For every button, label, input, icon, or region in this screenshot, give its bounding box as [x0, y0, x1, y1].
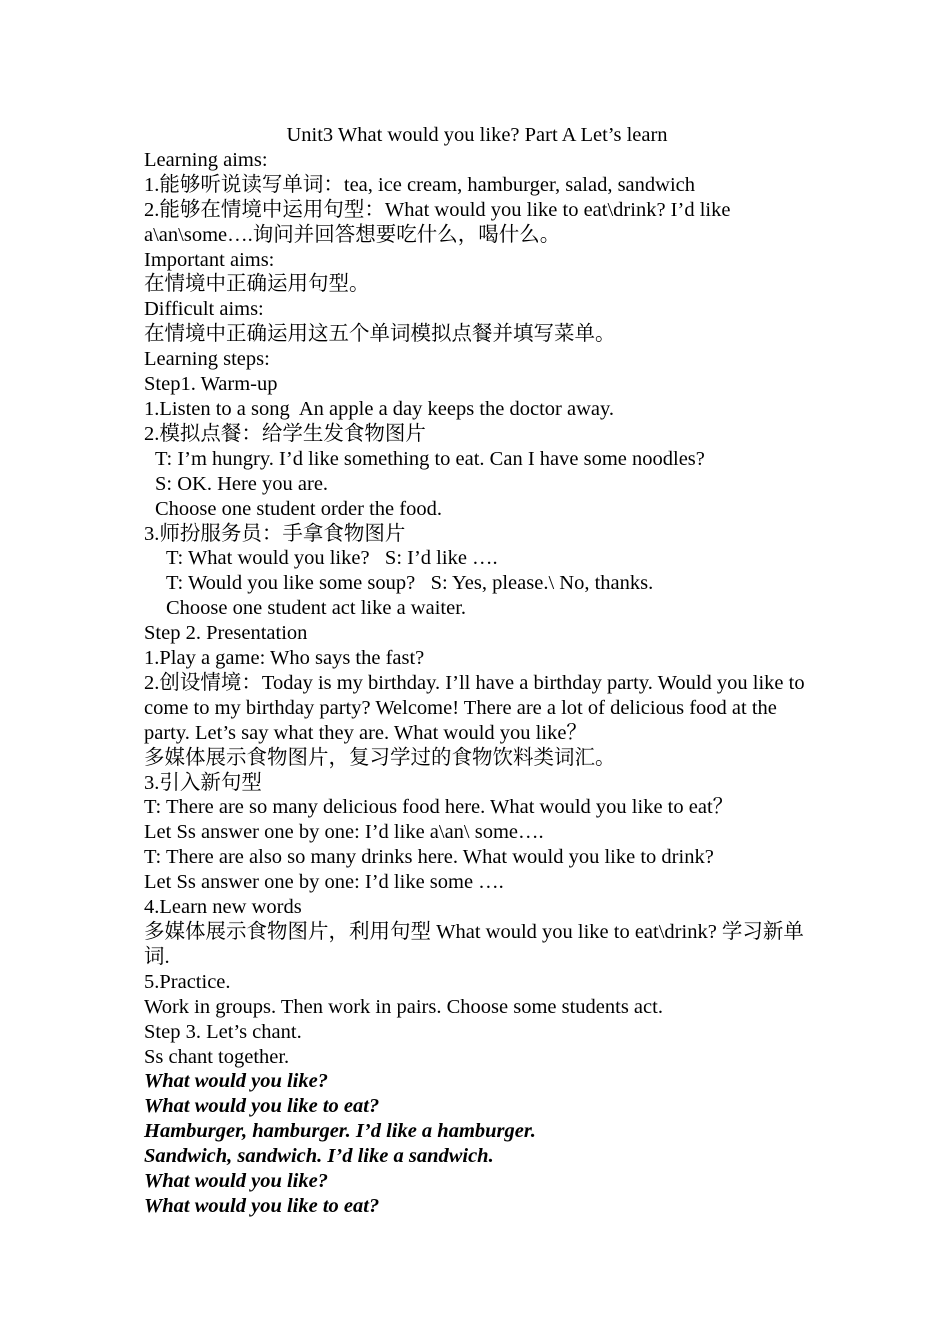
text-line: 在情境中正确运用这五个单词模拟点餐并填写菜单。	[144, 323, 616, 346]
text-line: Difficult aims:	[144, 298, 264, 321]
text-line: Choose one student order the food.	[155, 497, 442, 520]
chant-line: What would you like?	[144, 1070, 328, 1093]
text-line: Let Ss answer one by one: I’d like a\an\ some….	[144, 821, 544, 844]
text-line: Step1. Warm-up	[144, 373, 278, 396]
text-line: Step 2. Presentation	[144, 622, 308, 645]
text-line: S: OK. Here you are.	[155, 472, 329, 495]
text-line: 在情境中正确运用句型。	[144, 273, 370, 296]
text-line: 多媒体展示食物图片，复习学过的食物饮料类词汇。	[144, 746, 616, 769]
document-page	[144, 123, 810, 1219]
chant-block	[144, 1069, 810, 1218]
text-line: 3.引入新句型	[144, 771, 262, 794]
text-line: T: There are so many delicious food here. What would you like to eat？	[144, 796, 734, 819]
chant-line: What would you like?	[144, 1170, 328, 1193]
text-line: T: There are also so many drinks here. What would you like to drink?	[144, 846, 714, 869]
text-line: 3.师扮服务员：手拿食物图片	[144, 522, 406, 545]
text-line: Choose one student act like a waiter.	[166, 597, 467, 620]
text-line: Learning steps:	[144, 348, 270, 371]
text-line: T: Would you like some soup? S: Yes, please.\ No, thanks.	[166, 572, 654, 595]
text-line: 2.能够在情境中运用句型：What would you like to eat\drink? I’d like a\an\some….询问并回答想要吃什么，喝什么。	[144, 198, 731, 246]
text-line: Let Ss answer one by one: I’d like some ….	[144, 871, 504, 894]
text-line: 4.Learn new words	[144, 896, 302, 919]
chant-line: Hamburger, hamburger. I’d like a hamburger.	[144, 1120, 536, 1143]
chant-line: What would you like to eat?	[144, 1194, 380, 1217]
text-line: 1.Play a game: Who says the fast?	[144, 647, 425, 670]
text-line: T: I’m hungry. I’d like something to eat. Can I have some noodles?	[155, 447, 705, 470]
chant-line: What would you like to eat?	[144, 1095, 380, 1118]
text-line: Learning aims:	[144, 148, 268, 171]
text-line: T: What would you like? S: I’d like ….	[166, 547, 498, 570]
text-line: 多媒体展示食物图片，利用句型 What would you like to eat\drink? 学习新单词.	[144, 921, 804, 968]
text-line: 2.模拟点餐：给学生发食物图片	[144, 422, 426, 445]
text-line: Step 3. Let’s chant.	[144, 1020, 302, 1043]
text-line: 1.Listen to a song An apple a day keeps the doctor away.	[144, 397, 615, 420]
document-body	[144, 148, 810, 1070]
text-line: Important aims:	[144, 248, 275, 271]
chant-line: Sandwich, sandwich. I’d like a sandwich.	[144, 1145, 494, 1168]
text-line: 2.创设情境：Today is my birthday. I’ll have a birthday party. Would you like to come to my birthday party? Welcome! There are a lot of delicious food at the party. Let’s say what they are. What would you like？	[144, 671, 805, 744]
text-line: Ss chant together.	[144, 1045, 290, 1068]
text-line: Work in groups. Then work in pairs. Choose some students act.	[144, 995, 663, 1018]
text-line: 1.能够听说读写单词：tea, ice cream, hamburger, salad, sandwich	[144, 173, 696, 196]
text-line: 5.Practice.	[144, 970, 231, 993]
document-title: Unit3 What would you like? Part A Let’s learn	[286, 124, 668, 146]
